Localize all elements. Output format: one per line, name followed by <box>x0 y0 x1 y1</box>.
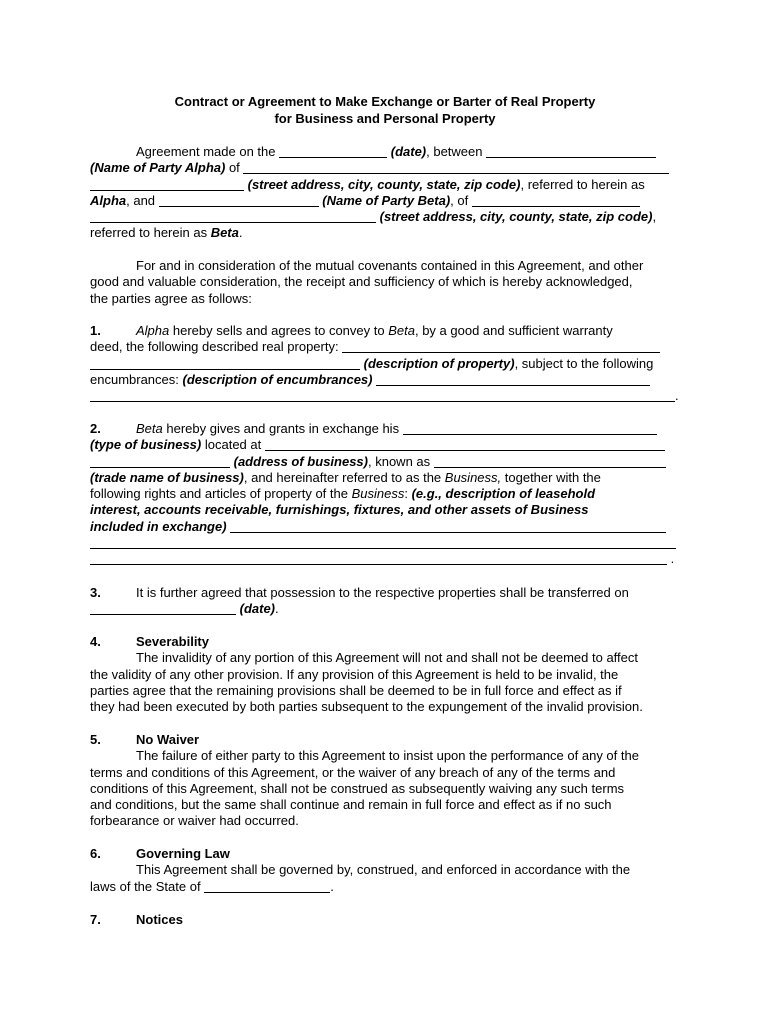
property-description-placeholder: (description of property) <box>363 355 515 371</box>
section-text: together with the <box>501 469 601 485</box>
document-title <box>90 94 680 127</box>
preamble-text: of <box>225 160 240 176</box>
text-line: forbearance or waiver had occurred. <box>90 813 299 829</box>
trade-name-placeholder: (trade name of business) <box>90 469 244 485</box>
beta-term: Beta <box>210 225 239 241</box>
section-text: It is further agreed that possession to the respective properties shall be transferred on <box>136 585 629 600</box>
section-text: . <box>667 551 675 567</box>
blank-line <box>265 437 665 451</box>
date-blank <box>279 144 387 158</box>
section-text: , and hereinafter referred to as the <box>243 469 445 485</box>
section-text: , known as <box>368 453 431 469</box>
preamble-text: , referred to herein as <box>520 176 645 192</box>
blank-line <box>376 372 650 386</box>
blank-line <box>90 177 244 191</box>
blank-line <box>90 209 376 223</box>
text-line: terms and conditions of this Agreement, or the waiver of any breach of any of the terms and <box>90 764 616 780</box>
blank-line <box>90 454 230 468</box>
section-number: 5. <box>90 732 101 747</box>
title-line-1: Contract or Agreement to Make Exchange or Barter of Real Property <box>174 94 596 109</box>
section-text: laws of the State of <box>90 878 201 894</box>
section-text: deed, the following described real property: <box>90 339 339 355</box>
business-type-placeholder: (type of business) <box>90 437 202 453</box>
preamble-text: , <box>652 209 657 225</box>
section-5 <box>90 732 690 830</box>
preamble-text: referred to herein as <box>90 225 211 241</box>
section-6 <box>90 846 690 895</box>
preamble-text: . <box>238 225 243 241</box>
blank-line <box>90 535 676 549</box>
blank-line <box>230 519 666 533</box>
text-line: they had been executed by both parties subsequent to the expungement of the invalid provision. <box>90 699 643 715</box>
preamble-text: , of <box>450 192 469 208</box>
text-line: good and valuable consideration, the receipt and sufficiency of which is hereby acknowledged, <box>90 274 633 290</box>
section-2 <box>90 421 690 568</box>
business-term: Business <box>351 486 405 502</box>
alpha-term: Alpha <box>90 192 127 208</box>
blank-line <box>403 421 657 435</box>
section-1 <box>90 323 690 404</box>
section-text: , by a good and sufficient warranty <box>414 323 613 338</box>
section-heading: Notices <box>136 912 183 927</box>
beta-term: Beta <box>136 421 163 436</box>
text-line: the validity of any other provision. If any provision of this Agreement is held to be invalid, the <box>90 666 619 682</box>
assets-placeholder: (e.g., description of leasehold <box>411 486 596 502</box>
section-number: 6. <box>90 846 101 861</box>
title-line-2: for Business and Personal Property <box>274 110 496 126</box>
section-text: . <box>675 388 679 404</box>
section-text: . <box>330 878 334 894</box>
encumbrances-placeholder: (description of encumbrances) <box>182 371 373 387</box>
section-text: , subject to the following <box>514 355 654 371</box>
blank-line <box>90 601 236 615</box>
address-placeholder: (street address, city, county, state, zip code) <box>379 209 653 225</box>
text-line: the parties agree as follows: <box>90 290 252 306</box>
text-line: The invalidity of any portion of this Agreement will not and shall not be deemed to affect <box>136 650 639 666</box>
section-heading: No Waiver <box>136 732 200 747</box>
section-text: hereby gives and grants in exchange his <box>162 421 400 436</box>
section-number: 4. <box>90 634 101 649</box>
section-heading: Severability <box>136 634 209 649</box>
section-text: following rights and articles of property of the <box>90 486 352 502</box>
section-3 <box>90 585 690 618</box>
consideration-paragraph <box>90 258 690 307</box>
section-7 <box>90 912 690 928</box>
section-number: 3. <box>90 585 101 600</box>
assets-placeholder: included in exchange) <box>90 518 227 534</box>
blank-line <box>472 193 640 207</box>
date-placeholder: (date) <box>239 601 276 617</box>
beta-term: Beta <box>388 323 415 338</box>
section-text: located at <box>201 437 262 453</box>
business-term: Business, <box>444 469 502 485</box>
preamble-text: , and <box>126 192 156 208</box>
assets-placeholder: interest, accounts receivable, furnishings, fixtures, and other assets of Business <box>90 502 589 518</box>
section-text: encumbrances: <box>90 371 183 387</box>
beta-name-placeholder: (Name of Party Beta) <box>322 192 451 208</box>
blank-line <box>243 160 669 174</box>
preamble <box>90 144 690 242</box>
alpha-name-placeholder: (Name of Party Alpha) <box>90 160 226 176</box>
alpha-term: Alpha <box>136 323 170 338</box>
section-number: 2. <box>90 421 101 436</box>
text-line: The failure of either party to this Agreement to insist upon the performance of any of the <box>136 748 639 764</box>
blank-line <box>486 144 656 158</box>
section-number: 1. <box>90 323 101 338</box>
text-line: and conditions, but the same shall continue and remain in full force and effect as if no such <box>90 797 612 813</box>
blank-line <box>434 454 666 468</box>
text-line: conditions of this Agreement, shall not be construed as subsequently waiving any such terms <box>90 780 625 796</box>
text-line: For and in consideration of the mutual covenants contained in this Agreement, and other <box>136 258 644 273</box>
blank-line <box>342 339 660 353</box>
preamble-text: , between <box>426 144 483 159</box>
section-text: . <box>275 601 279 617</box>
text-line: parties agree that the remaining provisions shall be deemed to be in full force and effect as if <box>90 682 622 698</box>
address-placeholder: (street address, city, county, state, zip code) <box>247 176 521 192</box>
preamble-text: Agreement made on the <box>136 144 276 159</box>
business-address-placeholder: (address of business) <box>233 453 368 469</box>
blank-line <box>90 551 667 565</box>
blank-line <box>90 356 360 370</box>
section-4 <box>90 634 690 715</box>
section-number: 7. <box>90 912 101 927</box>
section-text: hereby sells and agrees to convey to <box>169 323 389 338</box>
text-line: This Agreement shall be governed by, construed, and enforced in accordance with the <box>136 862 631 878</box>
blank-line <box>159 193 319 207</box>
date-placeholder: (date) <box>390 144 427 159</box>
blank-line <box>90 388 675 402</box>
section-heading: Governing Law <box>136 846 230 861</box>
section-text: : <box>404 486 412 502</box>
state-blank <box>204 879 330 893</box>
